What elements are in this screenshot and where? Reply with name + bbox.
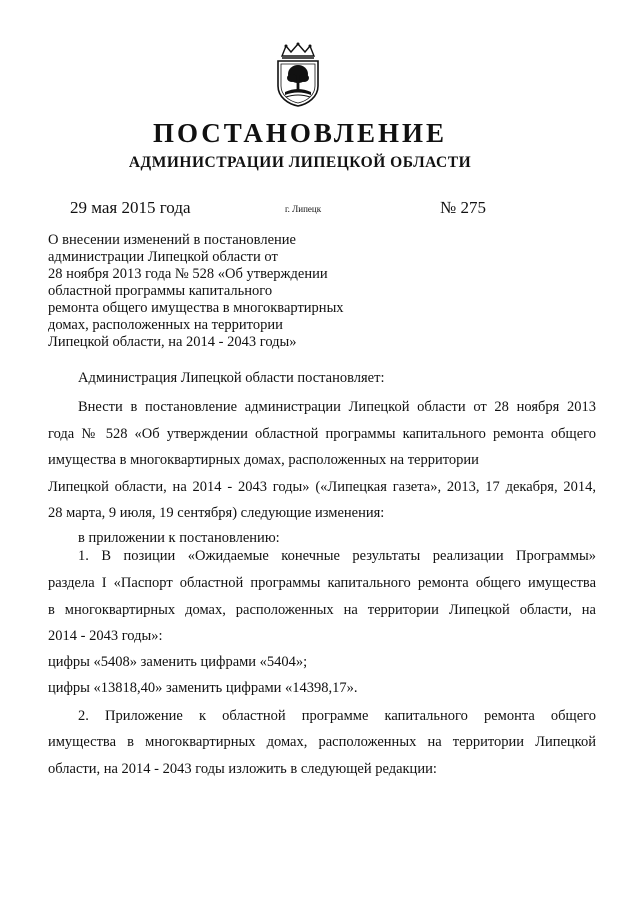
subject-line: ремонта общего имущества в многоквартирных xyxy=(48,300,344,316)
document-number: № 275 xyxy=(440,198,486,217)
subject-line: Липецкой области, на 2014 - 2043 годы» xyxy=(48,334,297,350)
coat-of-arms-icon xyxy=(272,42,324,108)
body-line: 28 марта, 9 июля, 19 сентября) следующие изменения: xyxy=(48,505,385,521)
body-line: 2014 - 2043 годы»: xyxy=(48,628,163,644)
subject-line: областной программы капитального xyxy=(48,283,273,299)
body-line: имущества в многоквартирных домах, расположенных на территории Липецкой xyxy=(48,734,596,750)
body-line: в приложении к постановлению: xyxy=(78,530,280,546)
document-subtitle: АДМИНИСТРАЦИИ ЛИПЕЦКОЙ ОБЛАСТИ xyxy=(128,154,472,171)
document-subject xyxy=(48,232,378,351)
body-line: имущества в многоквартирных домах, расположенных на территории xyxy=(48,452,479,468)
body-line: в многоквартирных домах, расположенных на территории Липецкой области, на xyxy=(48,602,596,618)
body-line: Администрация Липецкой области постановляет: xyxy=(78,370,385,386)
body-line: года № 528 «Об утверждении областной программы капитального ремонта общего xyxy=(48,426,596,442)
body-line: Липецкой области, на 2014 - 2043 годы» («Липецкая газета», 2013, 17 декабря, 2014, xyxy=(48,479,596,495)
document-city: г. Липецк xyxy=(285,204,322,214)
body-line: 2. Приложение к областной программе капитального ремонта общего xyxy=(78,708,596,724)
body-line: 1. В позиции «Ожидаемые конечные результаты реализации Программы» xyxy=(78,548,596,564)
body-line: цифры «13818,40» заменить цифрами «14398,17». xyxy=(48,680,358,696)
body-line: цифры «5408» заменить цифрами «5404»; xyxy=(48,654,308,670)
document-title: ПОСТАНОВЛЕНИЕ xyxy=(152,118,448,148)
subject-line: 28 ноября 2013 года № 528 «Об утверждении xyxy=(48,266,328,282)
subject-line: О внесении изменений в постановление xyxy=(48,232,296,248)
subject-line: администрации Липецкой области от xyxy=(48,249,278,265)
body-line: раздела I «Паспорт областной программы капитального ремонта общего имущества xyxy=(48,575,596,591)
subject-line: домах, расположенных на территории xyxy=(48,317,283,333)
document-date: 29 мая 2015 года xyxy=(70,198,191,217)
body-line: Внести в постановление администрации Липецкой области от 28 ноября 2013 xyxy=(78,399,596,415)
body-line: области, на 2014 - 2043 годы изложить в следующей редакции: xyxy=(48,761,437,777)
